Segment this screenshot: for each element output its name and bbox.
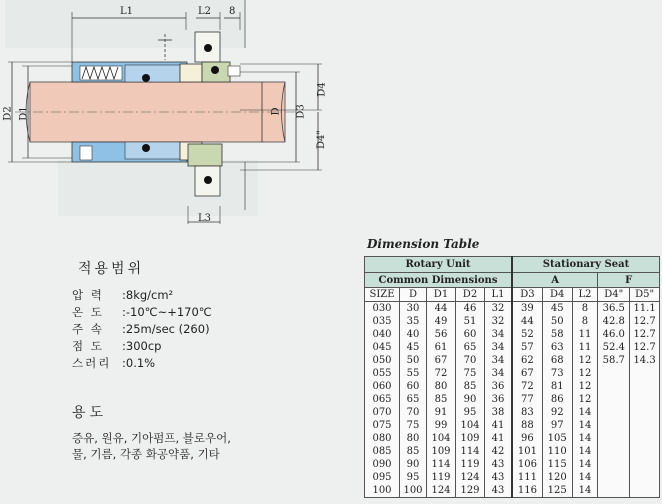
dim-label-l2: L2 [198, 6, 212, 17]
table-body [365, 302, 660, 498]
table-cell: 99 [427, 419, 456, 432]
table-cell: 50 [400, 354, 427, 367]
table-cell [598, 484, 630, 498]
table-cell: 75 [400, 419, 427, 432]
table-cell: 77 [512, 393, 542, 406]
table-cell: 43 [485, 471, 513, 484]
dim-label-d4: D4 [316, 82, 328, 97]
spec-row: 온 도 :-10℃~+170℃ [72, 305, 212, 319]
table-cell: 62 [512, 354, 542, 367]
table-cell: 090 [365, 458, 400, 471]
dim-label-d3: D3 [295, 104, 307, 119]
table-cell [630, 419, 660, 432]
table-cell [630, 445, 660, 458]
table-cell [598, 393, 630, 406]
table-cell: 67 [427, 354, 456, 367]
table-cell: 41 [485, 419, 513, 432]
table-cell: 12 [572, 367, 598, 380]
table-cell: 35 [400, 315, 427, 328]
table-cell [630, 432, 660, 445]
table-cell: 65 [456, 341, 485, 354]
table-cell: 34 [485, 354, 513, 367]
table-cell: 070 [365, 406, 400, 419]
table-cell: 12.7 [630, 315, 660, 328]
table-cell [630, 484, 660, 498]
table-cell [598, 419, 630, 432]
table-cell: 12 [572, 354, 598, 367]
table-cell: 92 [542, 406, 572, 419]
table-row [365, 341, 660, 354]
table-cell: 50 [542, 315, 572, 328]
table-cell: 60 [456, 328, 485, 341]
table-cell: 46 [456, 302, 485, 316]
table-cell: 14.3 [630, 354, 660, 367]
table-cell: 45 [542, 302, 572, 316]
table-cell: 55 [400, 367, 427, 380]
spec-row: 점 도 :300cp [72, 339, 162, 353]
table-cell: 80 [400, 432, 427, 445]
table-cell: 100 [365, 484, 400, 498]
table-cell: 116 [512, 484, 542, 498]
table-cell: 109 [456, 432, 485, 445]
table-cell: 119 [456, 458, 485, 471]
table-row [365, 367, 660, 380]
table-cell: 36 [485, 393, 513, 406]
table-cell: 085 [365, 445, 400, 458]
table-cell: 104 [427, 432, 456, 445]
dim-label-l1: L1 [120, 6, 134, 17]
column-header: SIZE [365, 288, 400, 302]
table-cell: 065 [365, 393, 400, 406]
column-header: D5" [630, 288, 660, 302]
table-cell: 72 [512, 380, 542, 393]
table-cell: 12 [572, 393, 598, 406]
table-cell: 101 [512, 445, 542, 458]
table-row [365, 484, 660, 498]
table-cell: 12 [572, 380, 598, 393]
table-cell: 36 [485, 380, 513, 393]
column-header: L1 [485, 288, 513, 302]
range-title: 적용범위 [78, 261, 145, 277]
table-cell: 114 [456, 445, 485, 458]
table-cell: 38 [485, 406, 513, 419]
table-cell: 115 [542, 458, 572, 471]
table-cell: 075 [365, 419, 400, 432]
table-cell: 111 [512, 471, 542, 484]
table-cell: 34 [485, 367, 513, 380]
table-cell: 45 [400, 341, 427, 354]
dim-label-d1: D1 [18, 106, 30, 121]
table-cell: 65 [400, 393, 427, 406]
table-row [365, 471, 660, 484]
table-cell: 129 [456, 484, 485, 498]
table-cell: 114 [427, 458, 456, 471]
table-row [365, 328, 660, 341]
table-cell [598, 367, 630, 380]
table-cell: 63 [542, 341, 572, 354]
table-cell [598, 406, 630, 419]
table-cell: 14 [572, 484, 598, 498]
table-cell: 11 [572, 341, 598, 354]
table-cell: 46.0 [598, 328, 630, 341]
table-cell: 14 [572, 419, 598, 432]
subheader-a: A [512, 273, 598, 288]
table-cell [630, 406, 660, 419]
table-cell: 95 [400, 471, 427, 484]
table-cell: 34 [485, 328, 513, 341]
table-cell: 86 [542, 393, 572, 406]
column-header: D3 [512, 288, 542, 302]
table-cell: 97 [542, 419, 572, 432]
table-row [365, 458, 660, 471]
table-row [365, 380, 660, 393]
spec-row: 주 속 :25m/sec (260) [72, 322, 210, 336]
table-cell: 050 [365, 354, 400, 367]
table-cell: 8 [572, 315, 598, 328]
table-cell: 81 [542, 380, 572, 393]
table-cell: 57 [512, 341, 542, 354]
table-cell: 30 [400, 302, 427, 316]
dim-label-8: 8 [229, 6, 236, 17]
table-cell: 080 [365, 432, 400, 445]
subheader-f: F [598, 273, 660, 288]
table-cell: 72 [427, 367, 456, 380]
table-cell: 035 [365, 315, 400, 328]
table-cell: 70 [400, 406, 427, 419]
table-cell: 85 [400, 445, 427, 458]
table-cell: 90 [456, 393, 485, 406]
table-title: Dimension Table [367, 237, 480, 251]
column-header: D4 [542, 288, 572, 302]
table-cell: 42 [485, 445, 513, 458]
table-cell [598, 445, 630, 458]
table-cell: 39 [512, 302, 542, 316]
table-cell: 70 [456, 354, 485, 367]
table-row [365, 354, 660, 367]
spec-list [72, 287, 212, 372]
table-cell: 11.1 [630, 302, 660, 316]
table-cell: 109 [427, 445, 456, 458]
table-cell: 43 [485, 458, 513, 471]
table-cell: 12.7 [630, 328, 660, 341]
table-cell: 42.8 [598, 315, 630, 328]
column-header: L2 [572, 288, 598, 302]
table-cell [598, 432, 630, 445]
table-cell: 119 [427, 471, 456, 484]
table-cell [630, 380, 660, 393]
table-cell: 100 [400, 484, 427, 498]
table-cell: 095 [365, 471, 400, 484]
table-cell: 36.5 [598, 302, 630, 316]
dim-label-d4pp: D4" [315, 130, 327, 149]
table-cell [630, 393, 660, 406]
table-cell: 83 [512, 406, 542, 419]
table-cell: 060 [365, 380, 400, 393]
table-cell: 75 [456, 367, 485, 380]
table-row [365, 445, 660, 458]
table-cell: 85 [456, 380, 485, 393]
table-cell: 90 [400, 458, 427, 471]
table-cell: 85 [427, 393, 456, 406]
table-cell: 41 [485, 432, 513, 445]
table-cell: 14 [572, 471, 598, 484]
table-cell: 58 [542, 328, 572, 341]
common-dimensions-header: Common Dimensions [365, 273, 513, 288]
table-cell [598, 380, 630, 393]
table-cell: 14 [572, 458, 598, 471]
table-row [365, 302, 660, 316]
table-cell: 124 [456, 471, 485, 484]
table-cell: 32 [485, 302, 513, 316]
uses-text: 증유, 원유, 기아펌프, 블로우어, 물, 기름, 각종 화공약품, 기타 [72, 431, 231, 461]
table-cell: 44 [512, 315, 542, 328]
table-cell: 11 [572, 328, 598, 341]
table-cell: 055 [365, 367, 400, 380]
spec-row: 스러리 :0.1% [72, 356, 156, 370]
table-cell: 106 [512, 458, 542, 471]
table-cell: 110 [542, 445, 572, 458]
dimension-table [364, 256, 660, 498]
table-cell: 88 [512, 419, 542, 432]
dim-label-l3: L3 [198, 213, 212, 224]
table-row [365, 315, 660, 328]
table-cell: 49 [427, 315, 456, 328]
table-cell: 125 [542, 484, 572, 498]
table-cell: 105 [542, 432, 572, 445]
table-cell: 32 [485, 315, 513, 328]
table-cell: 58.7 [598, 354, 630, 367]
dim-label-d: D [270, 107, 282, 116]
table-cell: 61 [427, 341, 456, 354]
table-cell: 80 [427, 380, 456, 393]
table-cell: 51 [456, 315, 485, 328]
table-cell: 12.7 [630, 341, 660, 354]
table-row [365, 393, 660, 406]
table-cell [598, 458, 630, 471]
table-cell: 91 [427, 406, 456, 419]
table-cell: 52 [512, 328, 542, 341]
table-cell: 14 [572, 406, 598, 419]
table-cell [630, 367, 660, 380]
column-header: D2 [456, 288, 485, 302]
table-cell [598, 471, 630, 484]
stationary-seat-header: Stationary Seat [512, 257, 660, 273]
rotary-unit-header: Rotary Unit [365, 257, 513, 273]
table-row [365, 406, 660, 419]
table-cell: 34 [485, 341, 513, 354]
table-cell: 120 [542, 471, 572, 484]
dim-label-d2: D2 [2, 106, 14, 121]
table-cell: 60 [400, 380, 427, 393]
table-cell [630, 471, 660, 484]
column-header-row [365, 288, 660, 302]
table-cell: 52.4 [598, 341, 630, 354]
table-cell: 68 [542, 354, 572, 367]
table-row [365, 432, 660, 445]
table-cell: 8 [572, 302, 598, 316]
column-header: D1 [427, 288, 456, 302]
uses-title: 용도 [72, 405, 108, 421]
table-cell: 124 [427, 484, 456, 498]
table-cell: 44 [427, 302, 456, 316]
table-row [365, 419, 660, 432]
table-cell: 96 [512, 432, 542, 445]
column-header: D [400, 288, 427, 302]
table-cell: 104 [456, 419, 485, 432]
table-cell: 14 [572, 432, 598, 445]
spec-row: 압 력 :8kg/cm² [72, 288, 174, 302]
table-cell: 67 [512, 367, 542, 380]
table-cell: 40 [400, 328, 427, 341]
table-cell: 040 [365, 328, 400, 341]
table-cell: 73 [542, 367, 572, 380]
table-cell [630, 458, 660, 471]
table-cell: 95 [456, 406, 485, 419]
table-cell: 045 [365, 341, 400, 354]
table-cell: 56 [427, 328, 456, 341]
table-cell: 43 [485, 484, 513, 498]
table-cell: 030 [365, 302, 400, 316]
column-header: D4" [598, 288, 630, 302]
table-cell: 14 [572, 445, 598, 458]
